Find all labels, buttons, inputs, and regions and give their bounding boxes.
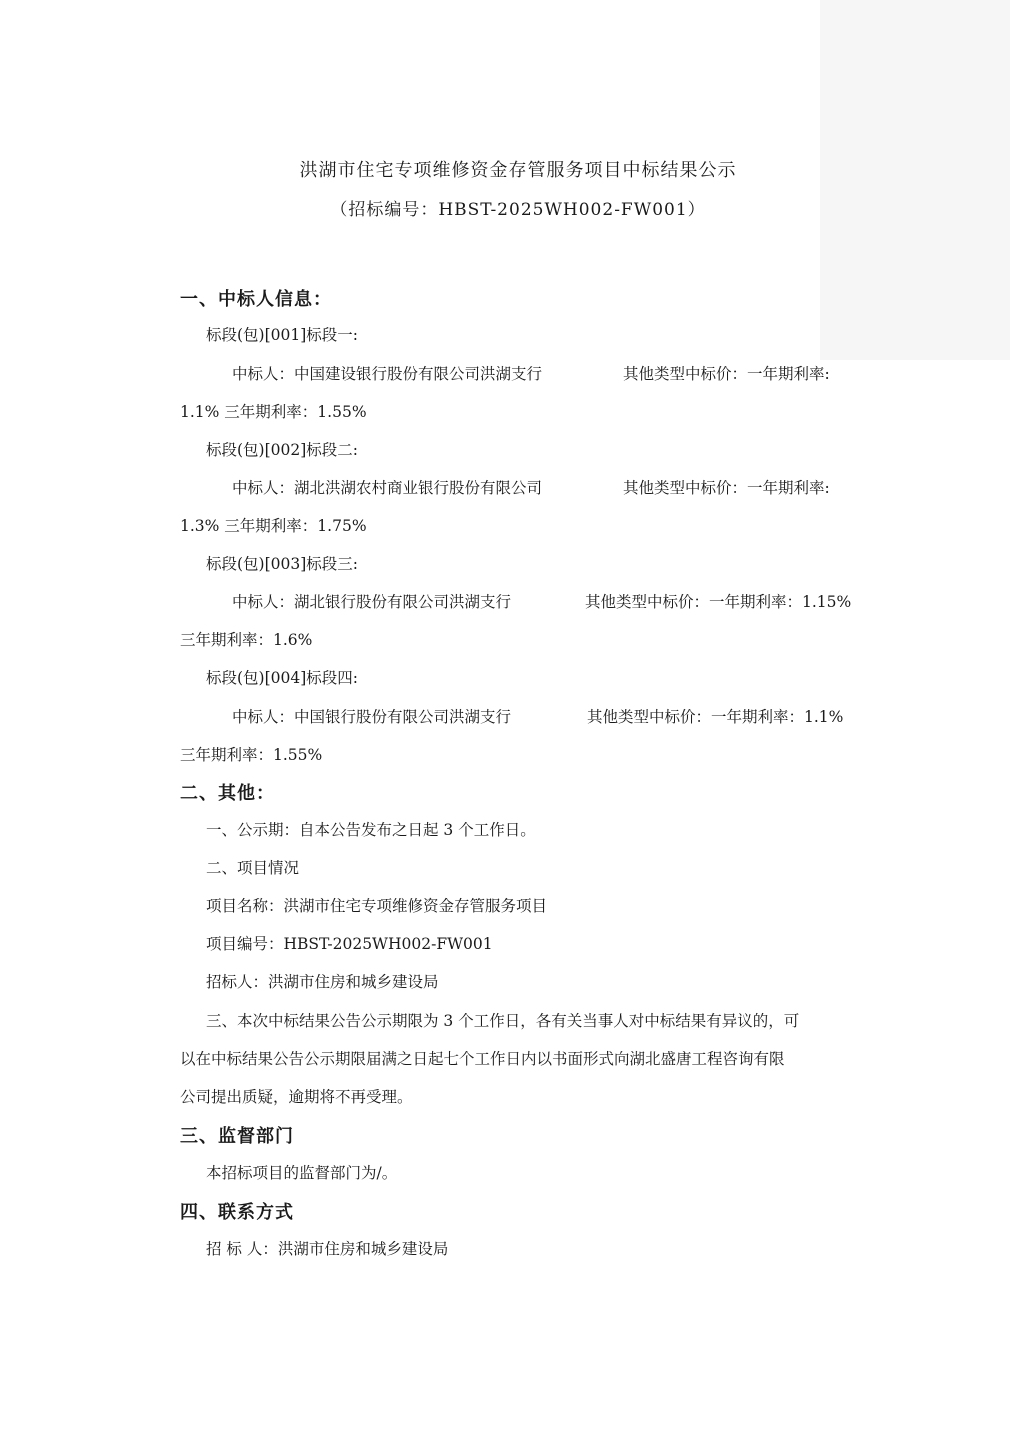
lot-price-continued: 1.3% 三年期利率：1.75% (180, 517, 367, 535)
contact-tenderer: 招 标 人：洪湖市住房和城乡建设局 (206, 1240, 449, 1258)
lot-winner: 中标人：湖北洪湖农村商业银行股份有限公司 (232, 479, 543, 497)
lot-label: 标段(包)[003]标段三: (206, 555, 358, 573)
document-subtitle: （招标编号：HBST-2025WH002-FW001） (330, 200, 706, 220)
project-name: 项目名称：洪湖市住宅专项维修资金存管服务项目 (206, 897, 548, 915)
document-title: 洪湖市住宅专项维修资金存管服务项目中标结果公示 (299, 160, 737, 181)
lot-price-continued: 1.1% 三年期利率：1.55% (180, 403, 367, 421)
tenderer: 招标人：洪湖市住房和城乡建设局 (206, 973, 439, 991)
publicity-period: 一、公示期：自本公告发布之日起 3 个工作日。 (206, 821, 536, 839)
objection-text: 三、本次中标结果公告公示期限为 3 个工作日，各有关当事人对中标结果有异议的，可 (206, 1012, 800, 1030)
lot-price-continued: 三年期利率：1.55% (180, 746, 323, 764)
objection-text: 以在中标结果公告公示期限届满之日起七个工作日内以书面形式向湖北盛唐工程咨询有限 (180, 1050, 785, 1068)
lot-price: 其他类型中标价：一年期利率：1.15% (585, 593, 852, 611)
section-heading-winner-info: 一、中标人信息： (180, 289, 332, 310)
lot-winner: 中标人：中国建设银行股份有限公司洪湖支行 (232, 365, 543, 383)
lot-price-continued: 三年期利率：1.6% (180, 631, 313, 649)
lot-label: 标段(包)[001]标段一: (206, 326, 358, 344)
section-heading-supervision: 三、监督部门 (180, 1126, 294, 1147)
supervision-text: 本招标项目的监督部门为/。 (206, 1164, 398, 1182)
section-heading-contact: 四、联系方式 (180, 1202, 294, 1223)
project-number: 项目编号：HBST-2025WH002-FW001 (206, 935, 493, 953)
lot-winner: 中标人：中国银行股份有限公司洪湖支行 (232, 708, 512, 726)
objection-text: 公司提出质疑，逾期将不再受理。 (180, 1088, 413, 1106)
section-heading-other: 二、其他： (180, 783, 275, 804)
lot-label: 标段(包)[004]标段四: (206, 669, 358, 687)
lot-label: 标段(包)[002]标段二: (206, 441, 358, 459)
lot-price: 其他类型中标价：一年期利率：1.1% (587, 708, 844, 726)
lot-price: 其他类型中标价：一年期利率: (623, 479, 830, 497)
lot-price: 其他类型中标价：一年期利率: (623, 365, 830, 383)
lot-winner: 中标人：湖北银行股份有限公司洪湖支行 (232, 593, 512, 611)
project-heading: 二、项目情况 (206, 859, 300, 877)
